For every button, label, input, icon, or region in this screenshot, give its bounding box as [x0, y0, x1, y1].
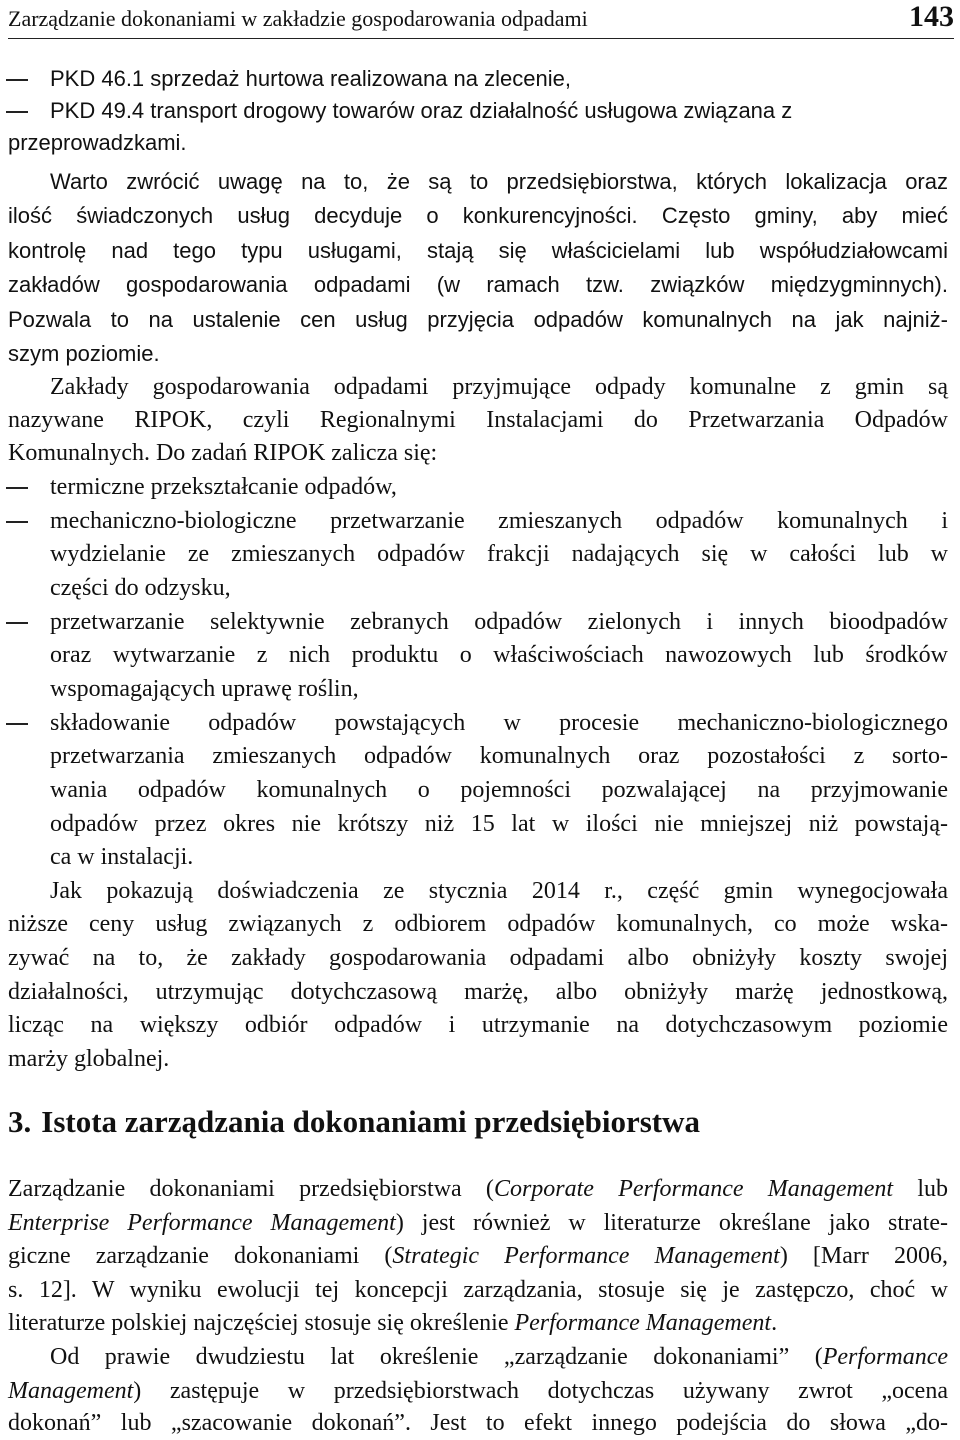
text-line: termiczne przekształcanie odpadów, — [50, 474, 397, 500]
text-line: Warto zwrócić uwagę na to, że są to przedsiębiorstwa, których lokalizacja oraz — [50, 169, 948, 194]
text-line: działalności, utrzymując dotychczasową marżę, albo obniżyły marżę jednostkową, — [8, 979, 948, 1005]
text-line: niższe ceny usług związanych z odbiorem odpadów komunalnych, co może wska- — [8, 911, 948, 937]
running-title: Zarządzanie dokonaniami w zakładzie gospodarowania odpadami — [8, 6, 588, 31]
text-line: nazywane RIPOK, czyli Regionalnymi Instalacjami do Przetwarzania Odpadów — [8, 407, 948, 433]
text-run: Od prawie dwudziestu lat określenie „zarządzanie dokonaniami” ( — [50, 1344, 823, 1370]
text-line: przetwarzania zmieszanych odpadów komunalnych oraz pozostałości z sorto- — [50, 743, 948, 769]
text-run: s. 12]. W wyniku ewolucji tej koncepcji zarządzania, stosuje się je zastępczo, choć w — [8, 1277, 948, 1303]
text-line: marży globalnej. — [8, 1046, 170, 1072]
text-line — [8, 1240, 948, 1273]
text-line: oraz wytwarzanie z nich produktu o właściwościach nawozowych lub środków — [50, 642, 948, 668]
text-line — [50, 1341, 948, 1374]
text-line: Jak pokazują doświadczenia ze stycznia 2014 r., część gmin wynegocjowała — [50, 878, 948, 904]
text-line — [8, 1207, 948, 1240]
text-line: zywać na to, że zakłady gospodarowania odpadami albo obniżyły koszty swojej — [8, 945, 948, 971]
text-line: Komunalnych. Do zadań RIPOK zalicza się: — [8, 440, 438, 466]
text-line — [8, 1407, 948, 1440]
text-line: wania odpadów komunalnych o pojemności pozwalającej na przyjmowanie — [50, 777, 948, 803]
text-run: dokonań” lub „szacowanie dokonań”. Jest to efekt innego podejścia do słowa „do- — [8, 1410, 948, 1436]
section-heading — [8, 1104, 948, 1140]
text-line — [8, 1173, 948, 1206]
text-run: giczne zarządzanie dokonaniami ( — [8, 1243, 393, 1269]
dash-bullet — [6, 723, 28, 725]
text-line: ilość świadczonych usług decyduje o konkurencyjności. Często gminy, aby mieć — [8, 203, 948, 228]
text-line — [8, 1274, 948, 1307]
list-item-dash — [50, 471, 948, 504]
running-header — [8, 2, 954, 39]
text-line: odpadów przez okres nie krótszy niż 15 lat w ilości nie mniejszej niż powstają- — [50, 811, 948, 837]
text-line: PKD 46.1 sprzedaż hurtowa realizowana na zlecenie, — [50, 66, 571, 91]
text-line: przetwarzanie selektywnie zebranych odpadów zielonych i innych bioodpadów — [50, 609, 948, 635]
text-line: składowanie odpadów powstających w procesie mechaniczno-biologicznego — [50, 710, 948, 736]
text-run: ) [Marr 2006, — [779, 1243, 948, 1269]
text-line — [8, 1307, 960, 1340]
section-title: Istota zarządzania dokonaniami przedsiębiorstwa — [41, 1104, 700, 1139]
text-line: przeprowadzkami. — [8, 130, 187, 155]
text-line: zakładów gospodarowania odpadami (w ramach tzw. związków międzygminnych). — [8, 272, 948, 297]
text-run: . — [771, 1310, 778, 1336]
italic-term: Performance Management — [514, 1310, 772, 1336]
list-item-dash — [50, 63, 960, 96]
page-number: 143 — [909, 0, 954, 33]
list-item-dash — [50, 707, 948, 740]
text-line: PKD 49.4 transport drogowy towarów oraz działalność usługowa związana z — [50, 98, 793, 123]
text-line — [8, 1375, 948, 1408]
text-line: Zakłady gospodarowania odpadami przyjmujące odpady komunalne z gmin są — [50, 374, 948, 400]
text-line: ca w instalacji. — [50, 844, 194, 870]
dash-bullet — [6, 487, 28, 489]
italic-term: Management — [8, 1378, 134, 1404]
text-run: lub — [893, 1176, 948, 1202]
text-line: kontrolę nad tego typu usługami, stają się właścicielami lub współudziałowcami — [8, 238, 948, 263]
italic-term: Enterprise Performance Management — [8, 1210, 396, 1236]
text-run: ) zastępuje w przedsiębiorstwach dotychczas używany zwrot „ocena — [133, 1378, 948, 1404]
text-line: mechaniczno-biologiczne przetwarzanie zmieszanych odpadów komunalnych i — [50, 508, 948, 534]
italic-term: Corporate Performance Management — [493, 1176, 894, 1202]
italic-term: Strategic Performance Management — [392, 1243, 780, 1269]
text-run: Zarządzanie dokonaniami przedsiębiorstwa ( — [8, 1176, 494, 1202]
text-line: części do odzysku, — [50, 575, 231, 601]
text-line: Pozwala to na ustalenie cen usług przyjęcia odpadów komunalnych na jak najniż- — [8, 307, 948, 332]
text-line: wspomagających uprawę roślin, — [50, 676, 359, 702]
text-line: licząc na większy odbiór odpadów i utrzymanie na dotychczasowym poziomie — [8, 1012, 948, 1038]
list-item-dash — [50, 505, 948, 538]
italic-term: Performance — [822, 1344, 948, 1370]
list-item-dash — [50, 95, 948, 128]
dash-bullet — [6, 622, 28, 624]
text-run: literaturze polskiej najczęściej stosuje się określenie — [8, 1310, 515, 1336]
dash-bullet — [6, 521, 28, 523]
dash-bullet — [6, 79, 28, 81]
text-line: wydzielanie ze zmieszanych odpadów frakcji nadających się w całości lub w — [50, 541, 948, 567]
dash-bullet — [6, 111, 28, 113]
list-item-dash — [50, 606, 948, 639]
text-run: ) jest również w literaturze określane jako strate- — [395, 1210, 948, 1236]
section-number: 3. — [8, 1104, 32, 1139]
text-line: szym poziomie. — [8, 341, 160, 366]
